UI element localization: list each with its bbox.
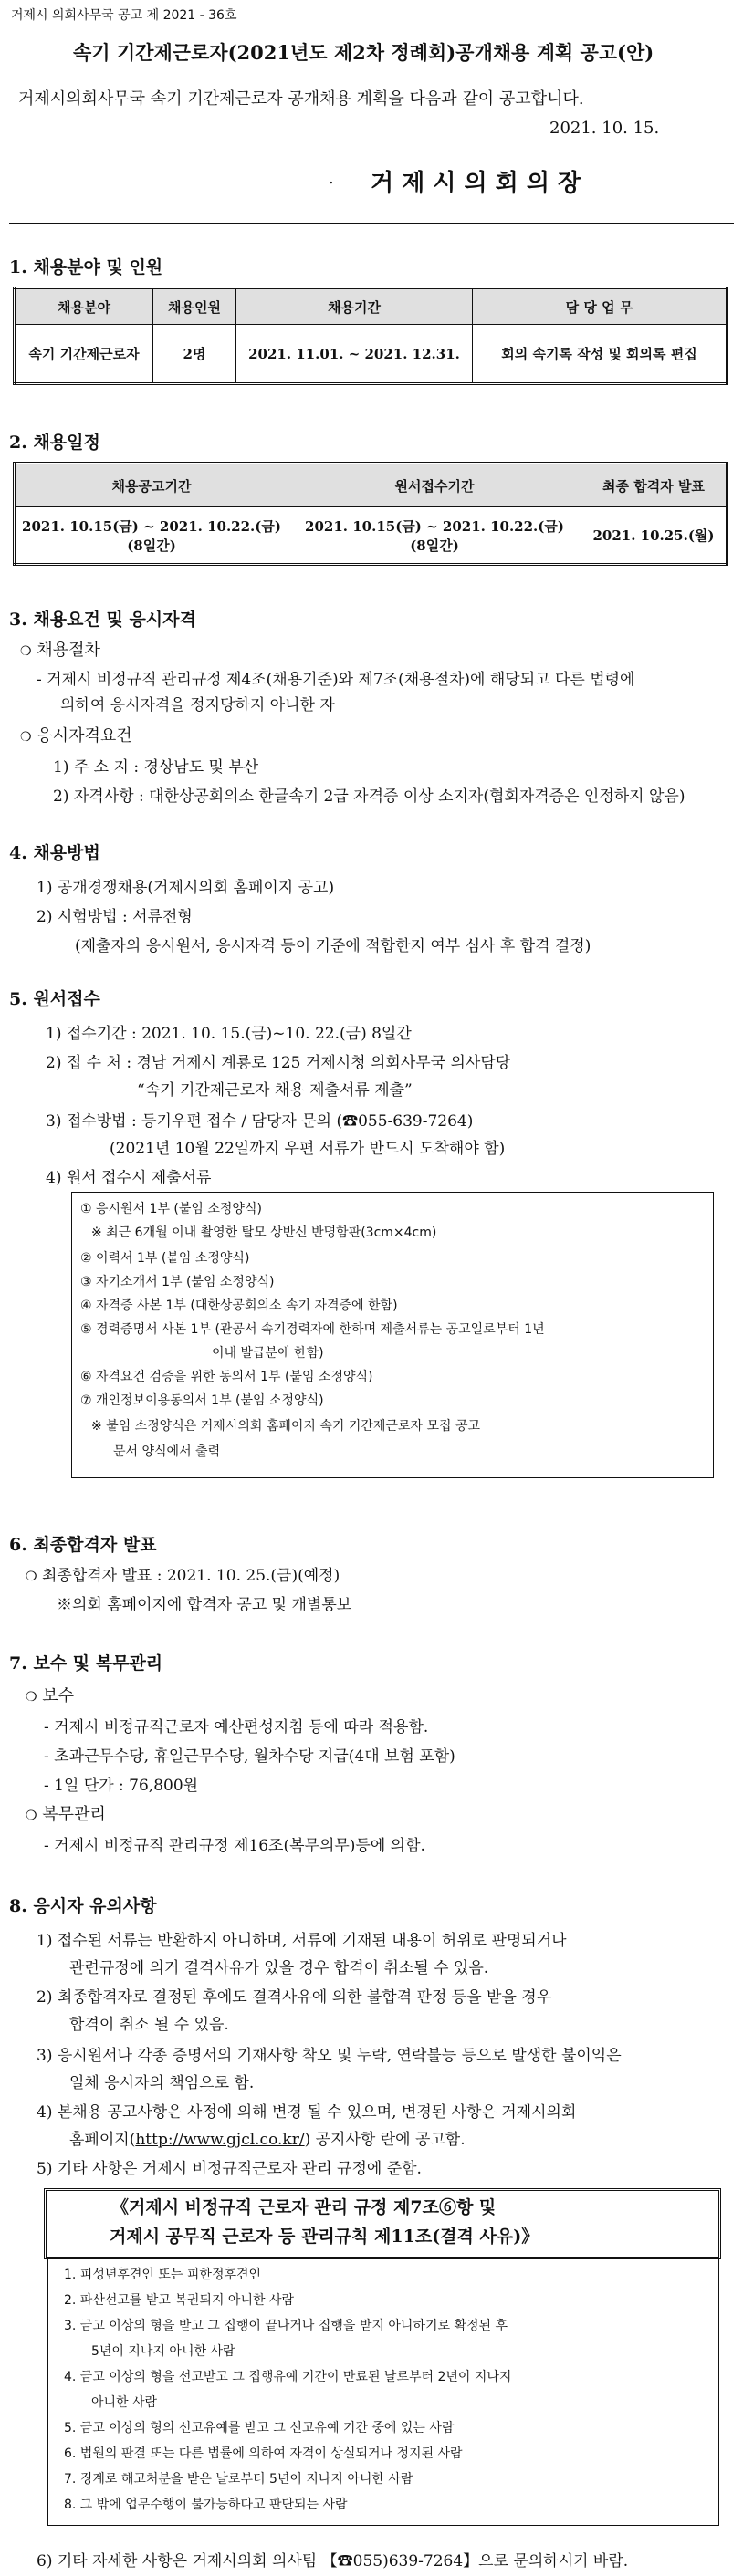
separator-dot: . bbox=[329, 169, 334, 188]
col-header: 최종 합격자 발표 bbox=[581, 464, 727, 507]
text-line: 일체 응시자의 책임으로 함. bbox=[69, 2074, 255, 2092]
text-line bbox=[69, 2126, 466, 2149]
document-item: ③ 자기소개서 1부 (붙임 소정양식) bbox=[80, 1275, 275, 1289]
text-line: 의하여 응시자격을 정지당하지 아니한 자 bbox=[60, 696, 335, 714]
divider bbox=[9, 223, 734, 224]
regulation-title: 거제시 공무직 근로자 등 관리규칙 제11조(결격 사유)》 bbox=[110, 2227, 539, 2247]
text-line: (제출자의 응시원서, 응시자격 등이 기준에 적합한지 여부 심사 후 합격 결정) bbox=[75, 937, 591, 955]
section-heading-6: 6. 최종합격자 발표 bbox=[9, 1535, 157, 1555]
text-line: - 거제시 비정규직 관리규정 제4조(채용기준)와 제7조(채용절차)에 해당되고 다른 법령에 bbox=[37, 671, 635, 689]
col-header: 채용분야 bbox=[15, 288, 153, 325]
notice-number: 거제시 의회사무국 공고 제 2021 - 36호 bbox=[11, 8, 237, 23]
sub-heading-label: 보수 bbox=[42, 1686, 75, 1705]
circle-bullet-icon: ❍ bbox=[26, 1570, 37, 1584]
sub-heading bbox=[26, 1801, 106, 1825]
circle-bullet-icon: ❍ bbox=[20, 644, 32, 659]
issuer: 거 제 시 의 회 의 장 bbox=[371, 170, 581, 197]
disqualification-item: 8. 그 밖에 업무수행이 불가능하다고 판단되는 사람 bbox=[64, 2498, 348, 2512]
text-line: 합격이 취소 될 수 있음. bbox=[69, 2016, 229, 2034]
cell-date: 2021. 10.15(금) ~ 2021. 10.22.(금) bbox=[305, 517, 564, 535]
col-header: 채용공고기간 bbox=[15, 464, 288, 507]
cell-date: 2021. 10.15(금) ~ 2021. 10.22.(금) bbox=[22, 517, 281, 535]
sub-heading-label: 채용절차 bbox=[37, 641, 100, 660]
disqualification-item: 7. 징계로 해고처분을 받은 날로부터 5년이 지나지 아니한 사람 bbox=[64, 2472, 413, 2487]
document-item: ② 이력서 1부 (붙임 소정양식) bbox=[80, 1251, 250, 1266]
disqualification-item: 4. 금고 이상의 형을 선고받고 그 집행유예 기간이 만료된 날로부터 2년이 지나지 bbox=[64, 2370, 512, 2384]
text-line: - 거제시 비정규직근로자 예산편성지침 등에 따라 적용함. bbox=[44, 1718, 429, 1736]
disqualification-item: 5. 금고 이상의 형의 선고유예를 받고 그 선고유예 기간 중에 있는 사람 bbox=[64, 2421, 455, 2435]
schedule-table bbox=[13, 462, 728, 566]
table-cell: 2명 bbox=[153, 325, 236, 384]
circle-bullet-icon: ❍ bbox=[26, 1690, 37, 1705]
text-line: 1) 접수기간 : 2021. 10. 15.(금)~10. 22.(금) 8일간 bbox=[46, 1025, 412, 1043]
document-item: ⑦ 개인정보이용동의서 1부 (붙임 소정양식) bbox=[80, 1393, 324, 1408]
document-item: ④ 자격증 사본 1부 (대한상공회의소 속기 자격증에 한함) bbox=[80, 1298, 398, 1313]
text-line: - 초과근무수당, 휴일근무수당, 월차수당 지급(4대 보험 포함) bbox=[44, 1747, 455, 1766]
text-line bbox=[26, 1562, 340, 1585]
col-header: 담 당 업 무 bbox=[473, 288, 727, 325]
disqualification-item: 6. 법원의 판결 또는 다른 법률에 의하여 자격이 상실되거나 정지된 사람 bbox=[64, 2446, 463, 2461]
disqualification-item: 1. 피성년후견인 또는 피한정후견인 bbox=[64, 2268, 262, 2282]
sub-heading bbox=[26, 1683, 74, 1706]
page-title: 속기 기간제근로자(2021년도 제2차 정례회)공개채용 계획 공고(안) bbox=[73, 41, 654, 64]
text-line: (2021년 10월 22일까지 우편 서류가 반드시 도착해야 함) bbox=[110, 1140, 506, 1158]
table-cell: 2021. 11.01. ~ 2021. 12.31. bbox=[236, 325, 473, 384]
text-line: 3) 접수방법 : 등기우편 접수 / 담당자 문의 (☎055-639-7264) bbox=[46, 1112, 474, 1131]
text-line: 1) 주 소 지 : 경상남도 및 부산 bbox=[53, 758, 259, 777]
disqualification-item: 5년이 지나지 아니한 사람 bbox=[91, 2344, 235, 2359]
document-item: ※ 붙임 소정양식은 거제시의회 홈페이지 속기 기간제근로자 모집 공고 bbox=[91, 1419, 481, 1434]
section-heading-8: 8. 응시자 유의사항 bbox=[9, 1896, 157, 1916]
text-line: 관련규정에 의거 결격사유가 있을 경우 합격이 취소될 수 있음. bbox=[69, 1959, 489, 1977]
text-line: - 1일 단가 : 76,800원 bbox=[44, 1777, 199, 1795]
text-line: 3) 응시원서나 각종 증명서의 기재사항 착오 및 누락, 연락불능 등으로 발생한 불이익은 bbox=[37, 2047, 622, 2065]
col-header: 채용기간 bbox=[236, 288, 473, 325]
sub-heading bbox=[20, 723, 132, 746]
text-line: 4) 원서 접수시 제출서류 bbox=[46, 1169, 212, 1187]
document-item: ※ 최근 6개월 이내 촬영한 탈모 상반신 반명함판(3cm×4cm) bbox=[91, 1225, 437, 1240]
col-header: 원서접수기간 bbox=[288, 464, 581, 507]
text-line: 6) 기타 자세한 사항은 거제시의회 의사팀 【☎055)639-7264】으로 문의하시기 바람. bbox=[37, 2552, 629, 2571]
disqualification-item: 3. 금고 이상의 형을 받고 그 집행이 끝나거나 집행을 받지 아니하기로 확정된 후 bbox=[64, 2319, 508, 2333]
text-line: 2) 최종합격자로 결정된 후에도 결격사유에 의한 불합격 판정 등을 받을 경우 bbox=[37, 1988, 552, 2007]
regulation-title: 《거제시 비정규직 근로자 관리 규정 제7조⑥항 및 bbox=[111, 2197, 497, 2217]
sub-heading bbox=[20, 637, 100, 661]
document-item: ① 응시원서 1부 (붙임 소정양식) bbox=[80, 1202, 262, 1216]
disqualification-item: 아니한 사람 bbox=[91, 2395, 158, 2410]
text-line: 1) 접수된 서류는 반환하지 아니하며, 서류에 기재된 내용이 허위로 판명되거나 bbox=[37, 1932, 567, 1950]
cell-duration: (8일간) bbox=[410, 537, 459, 554]
text-part: 홈페이지( bbox=[69, 2131, 136, 2149]
text-line: 2) 자격사항 : 대한상공회의소 한글속기 2급 자격증 이상 소지자(협회자격증은 인정하지 않음) bbox=[53, 787, 685, 806]
section-heading-5: 5. 원서접수 bbox=[9, 989, 100, 1009]
section-heading-7: 7. 보수 및 복무관리 bbox=[9, 1653, 163, 1674]
intro-text: 거제시의회사무국 속기 기간제근로자 공개채용 계획을 다음과 같이 공고합니다. bbox=[18, 89, 584, 109]
cell-duration: (8일간) bbox=[127, 537, 176, 554]
section-heading-1: 1. 채용분야 및 인원 bbox=[9, 257, 163, 277]
sub-heading-label: 복무관리 bbox=[42, 1805, 106, 1824]
section-heading-4: 4. 채용방법 bbox=[9, 843, 100, 863]
text-line: 2) 접 수 처 : 경남 거제시 계룡로 125 거제시청 의회사무국 의사담당 bbox=[46, 1054, 511, 1072]
notice-date: 2021. 10. 15. bbox=[549, 119, 660, 138]
text-line: 5) 기타 사항은 거제시 비정규직근로자 관리 규정에 준함. bbox=[37, 2160, 422, 2178]
recruit-table bbox=[13, 287, 728, 385]
document-item: ⑤ 경력증명서 사본 1부 (관공서 속기경력자에 한하며 제출서류는 공고일로부터 1년 bbox=[80, 1322, 545, 1337]
circle-bullet-icon: ❍ bbox=[20, 730, 32, 745]
disqualification-item: 2. 파산선고를 받고 복권되지 아니한 사람 bbox=[64, 2293, 294, 2308]
section-heading-3: 3. 채용요건 및 응시자격 bbox=[9, 610, 196, 630]
table-cell bbox=[288, 507, 581, 565]
text-line: 4) 본채용 공고사항은 사정에 의해 변경 될 수 있으며, 변경된 사항은 거제시의회 bbox=[37, 2103, 577, 2122]
table-cell: 회의 속기록 작성 및 회의록 편집 bbox=[473, 325, 727, 384]
text-line: - 거제시 비정규직 관리규정 제16조(복무의무)등에 의함. bbox=[44, 1837, 425, 1855]
section-heading-2: 2. 채용일정 bbox=[9, 433, 100, 453]
table-cell: 속기 기간제근로자 bbox=[15, 325, 153, 384]
circle-bullet-icon: ❍ bbox=[26, 1809, 37, 1823]
document-item: 이내 발급분에 한함) bbox=[212, 1346, 324, 1361]
text-line: 1) 공개경쟁채용(거제시의회 홈페이지 공고) bbox=[37, 879, 335, 897]
homepage-link[interactable]: http://www.gjcl.co.kr/ bbox=[135, 2131, 305, 2149]
sub-heading-label: 응시자격요건 bbox=[37, 726, 132, 746]
text-part: ) 공지사항 란에 공고함. bbox=[304, 2131, 466, 2149]
table-cell: 2021. 10.25.(월) bbox=[581, 507, 727, 565]
document-item: ⑥ 자격요건 검증을 위한 동의서 1부 (붙임 소정양식) bbox=[80, 1370, 373, 1384]
table-cell bbox=[15, 507, 288, 565]
text-line: 2) 시험방법 : 서류전형 bbox=[37, 908, 193, 926]
col-header: 채용인원 bbox=[153, 288, 236, 325]
document-item: 문서 양식에서 출력 bbox=[113, 1444, 221, 1459]
text-line-label: 최종합격자 발표 : 2021. 10. 25.(금)(예정) bbox=[41, 1567, 340, 1585]
text-line: ※의회 홈페이지에 합격자 공고 및 개별통보 bbox=[57, 1596, 352, 1614]
text-line: “속기 기간제근로자 채용 제출서류 제출” bbox=[137, 1081, 413, 1100]
